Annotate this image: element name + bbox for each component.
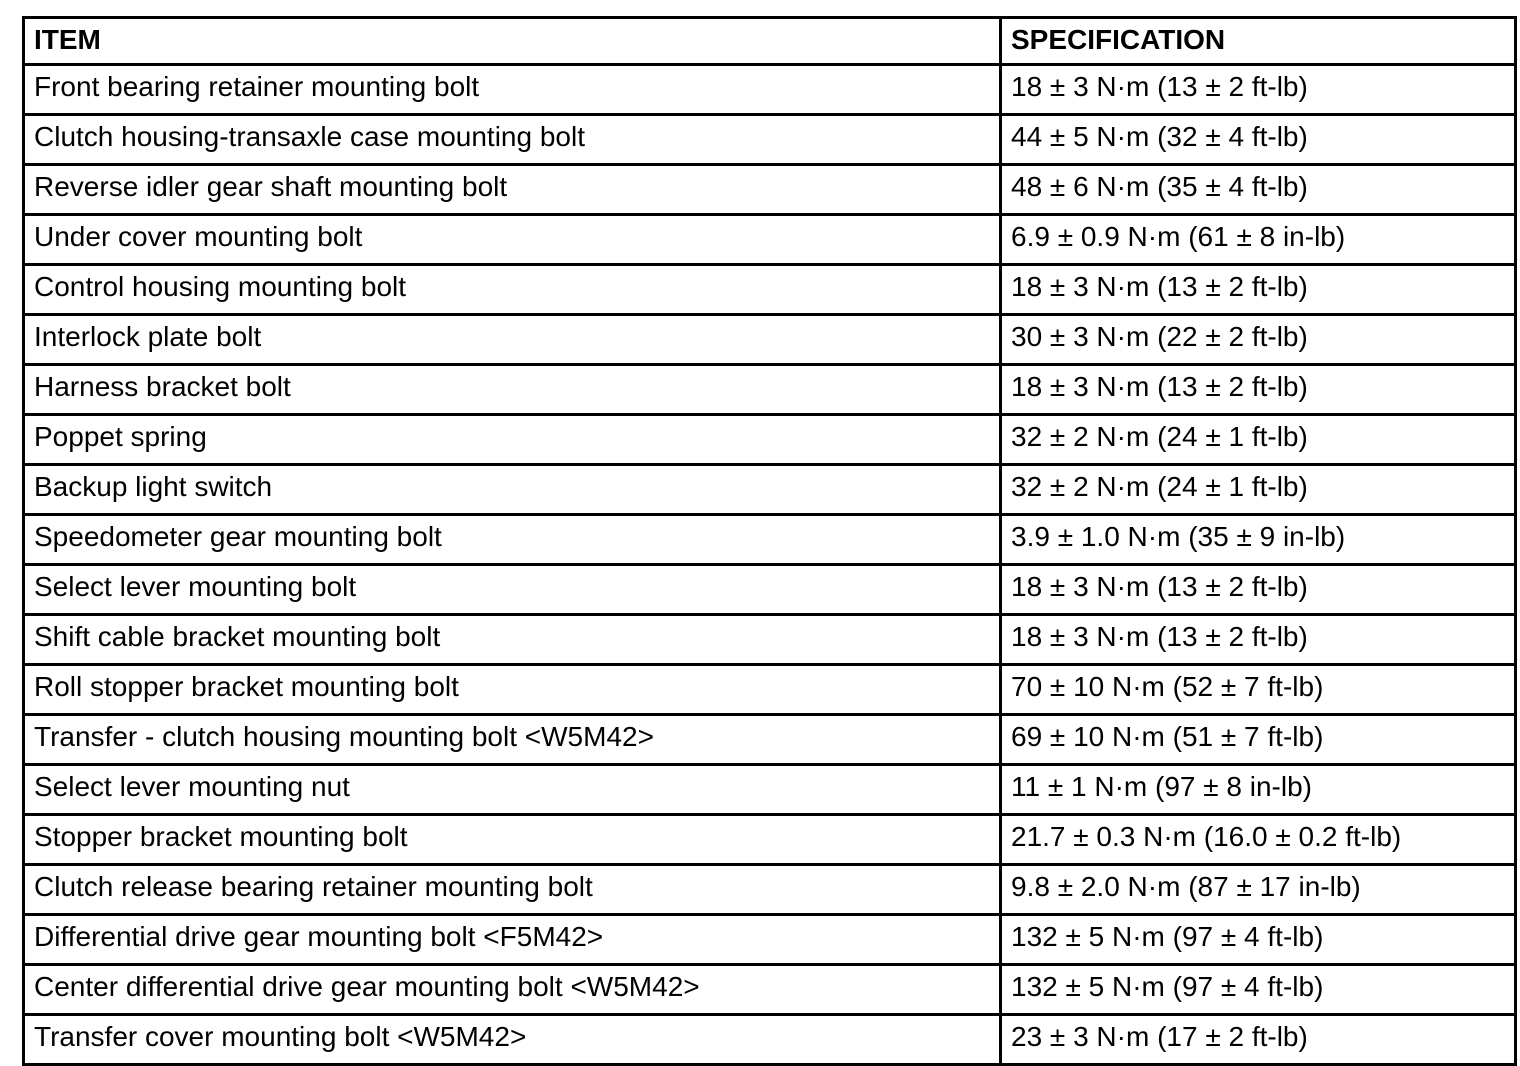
spec-cell: 132 ± 5 N·m (97 ± 4 ft-lb): [1001, 914, 1516, 964]
spec-cell: 18 ± 3 N·m (13 ± 2 ft-lb): [1001, 364, 1516, 414]
item-cell: Under cover mounting bolt: [24, 214, 1001, 264]
spec-cell: 18 ± 3 N·m (13 ± 2 ft-lb): [1001, 564, 1516, 614]
spec-cell: 3.9 ± 1.0 N·m (35 ± 9 in-lb): [1001, 514, 1516, 564]
item-cell: Reverse idler gear shaft mounting bolt: [24, 164, 1001, 214]
table-row: [24, 164, 1516, 214]
spec-cell: 32 ± 2 N·m (24 ± 1 ft-lb): [1001, 414, 1516, 464]
item-cell: Speedometer gear mounting bolt: [24, 514, 1001, 564]
item-cell: Interlock plate bolt: [24, 314, 1001, 364]
table-row: [24, 214, 1516, 264]
torque-spec-table-container: [22, 16, 1517, 1066]
spec-cell: 44 ± 5 N·m (32 ± 4 ft-lb): [1001, 114, 1516, 164]
item-cell: Front bearing retainer mounting bolt: [24, 64, 1001, 114]
spec-cell: 48 ± 6 N·m (35 ± 4 ft-lb): [1001, 164, 1516, 214]
table-row: [24, 564, 1516, 614]
table-row: [24, 764, 1516, 814]
item-cell: Shift cable bracket mounting bolt: [24, 614, 1001, 664]
table-row: [24, 364, 1516, 414]
table-row: [24, 314, 1516, 364]
item-cell: Harness bracket bolt: [24, 364, 1001, 414]
table-row: [24, 714, 1516, 764]
table-row: [24, 1014, 1516, 1064]
table-row: [24, 614, 1516, 664]
item-cell: Transfer - clutch housing mounting bolt <W5M42>: [24, 714, 1001, 764]
table-row: [24, 664, 1516, 714]
spec-cell: 32 ± 2 N·m (24 ± 1 ft-lb): [1001, 464, 1516, 514]
header-row: [24, 18, 1516, 65]
spec-cell: 18 ± 3 N·m (13 ± 2 ft-lb): [1001, 614, 1516, 664]
column-header-item: ITEM: [24, 18, 1001, 65]
spec-cell: 6.9 ± 0.9 N·m (61 ± 8 in-lb): [1001, 214, 1516, 264]
spec-cell: 18 ± 3 N·m (13 ± 2 ft-lb): [1001, 264, 1516, 314]
item-cell: Transfer cover mounting bolt <W5M42>: [24, 1014, 1001, 1064]
item-cell: Clutch housing-transaxle case mounting bolt: [24, 114, 1001, 164]
item-cell: Differential drive gear mounting bolt <F5M42>: [24, 914, 1001, 964]
item-cell: Roll stopper bracket mounting bolt: [24, 664, 1001, 714]
table-body: [24, 64, 1516, 1064]
torque-spec-table: [22, 16, 1517, 1066]
table-row: [24, 814, 1516, 864]
item-cell: Backup light switch: [24, 464, 1001, 514]
item-cell: Control housing mounting bolt: [24, 264, 1001, 314]
table-row: [24, 864, 1516, 914]
table-row: [24, 514, 1516, 564]
item-cell: Clutch release bearing retainer mounting bolt: [24, 864, 1001, 914]
spec-cell: 21.7 ± 0.3 N·m (16.0 ± 0.2 ft-lb): [1001, 814, 1516, 864]
spec-cell: 30 ± 3 N·m (22 ± 2 ft-lb): [1001, 314, 1516, 364]
item-cell: Stopper bracket mounting bolt: [24, 814, 1001, 864]
spec-cell: 23 ± 3 N·m (17 ± 2 ft-lb): [1001, 1014, 1516, 1064]
spec-cell: 70 ± 10 N·m (52 ± 7 ft-lb): [1001, 664, 1516, 714]
item-cell: Select lever mounting bolt: [24, 564, 1001, 614]
table-row: [24, 914, 1516, 964]
item-cell: Select lever mounting nut: [24, 764, 1001, 814]
item-cell: Poppet spring: [24, 414, 1001, 464]
spec-cell: 11 ± 1 N·m (97 ± 8 in-lb): [1001, 764, 1516, 814]
item-cell: Center differential drive gear mounting bolt <W5M42>: [24, 964, 1001, 1014]
spec-cell: 9.8 ± 2.0 N·m (87 ± 17 in-lb): [1001, 864, 1516, 914]
table-row: [24, 64, 1516, 114]
table-row: [24, 114, 1516, 164]
table-row: [24, 964, 1516, 1014]
spec-cell: 132 ± 5 N·m (97 ± 4 ft-lb): [1001, 964, 1516, 1014]
spec-cell: 69 ± 10 N·m (51 ± 7 ft-lb): [1001, 714, 1516, 764]
table-row: [24, 264, 1516, 314]
column-header-specification: SPECIFICATION: [1001, 18, 1516, 65]
table-row: [24, 464, 1516, 514]
table-row: [24, 414, 1516, 464]
spec-cell: 18 ± 3 N·m (13 ± 2 ft-lb): [1001, 64, 1516, 114]
